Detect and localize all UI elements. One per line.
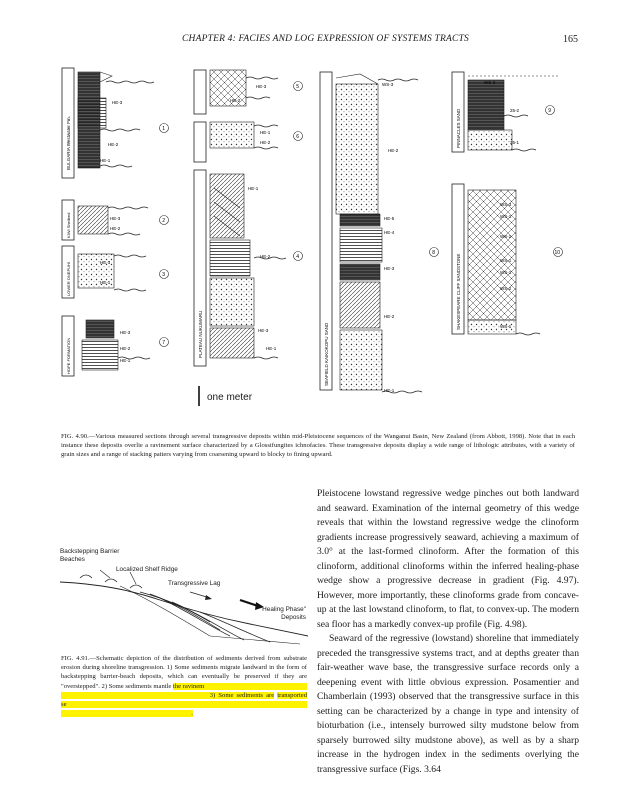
svg-text:2: 2 [162,218,166,224]
svg-text:HOPE FORMATION: HOPE FORMATION [66,337,71,374]
svg-text:HE-3: HE-3 [100,260,111,265]
svg-text:25-2: 25-2 [510,108,520,113]
svg-text:WS-2: WS-2 [500,286,512,291]
svg-text:HE-2: HE-2 [384,314,395,319]
svg-text:HE-3: HE-3 [256,84,267,89]
svg-text:WS-2: WS-2 [500,234,512,239]
section-1 [62,68,169,178]
section-7 [62,316,169,376]
highlighted-text-b: 3) Some sediments are [61,692,274,699]
svg-text:HE-5: HE-5 [384,216,395,221]
section-5 [194,70,303,114]
label-barrier-beaches: Backstepping Barrier Beaches [60,548,120,563]
highlighted-text-a: the ravinem [173,683,307,690]
svg-text:SHAKESPEARE CLIFF SANDSTON: SHAKESPEARE CLIFF SANDSTONE [456,253,461,330]
svg-text:4: 4 [296,254,300,260]
svg-text:WS-1: WS-1 [500,324,512,329]
svg-text:HE-1: HE-1 [100,158,111,163]
highlighted-text-c: transported se [61,691,307,709]
svg-text:PINNACLES SAND: PINNACLES SAND [456,108,461,148]
running-header: CHAPTER 4: FACIES AND LOG EXPRESSION OF SYSTEMS TRACTS [182,34,470,44]
svg-text:1: 1 [162,126,166,132]
svg-text:6: 6 [296,134,300,140]
svg-text:WS-1: WS-1 [500,270,512,275]
svg-text:WS-3: WS-3 [382,82,394,87]
svg-text:HE-3: HE-3 [112,100,123,105]
svg-text:HE-2: HE-2 [110,226,121,231]
caption-text: Schematic depiction of the distribution of sediments derived from substrate erosion during shoreline transgression. 1) Some sediments migrate landward in the form of backstepping barrier-beach deposits, which can eventually be preserved if they are "overstepped". 2) Some sediments mantle [61,655,308,690]
svg-text:25-1: 25-1 [510,140,520,145]
body-text [317,487,579,777]
page-number: 165 [563,34,578,45]
figure-4-90-caption [61,432,575,460]
svg-text:HE-2: HE-2 [120,346,131,351]
svg-text:HE-1: HE-1 [248,186,259,191]
section-8 [320,72,439,393]
svg-text:10: 10 [554,250,561,256]
label-transgressive-lag: Transgressive Lag [168,580,221,587]
svg-text:WS-1: WS-1 [500,258,512,263]
svg-text:HE-2: HE-2 [260,140,271,145]
caption-text: Various measured sections through several transgressive deposits within mid-Pleistocene sequences of the Wanganui Basin, New Zealand (from Abbott, 1998). Note that in each instance these deposits overlie a ravinement surface characterized by a Glossifungites ichnofacies. These transgressive deposits display a wide range of lithologic attributes, with a variety of grain sizes and a range of stacking patters varying from coarsening upward to blocky to fining upward. [61,433,576,459]
svg-text:HE-3: HE-3 [110,216,121,221]
highlighted-text-d: . [61,710,193,718]
svg-text:LOWER ONEPUHI: LOWER ONEPUHI [66,261,71,296]
svg-text:5: 5 [296,84,300,90]
caption-lead: FIG. 4.90.— [61,433,96,440]
svg-text:8: 8 [432,250,436,256]
svg-text:HE-3: HE-3 [120,330,131,335]
svg-text:9: 9 [548,108,552,114]
paragraph-2: Seaward of the regressive (lowstand) shoreline that immediately preceded the transgressive systems tract, and at depths greater than fair-weather wave base, the transgressive surface records only a deepening event with little obvious expression. Posamentier and Chamberlain (1993) observed that the transgressive surface in this setting can be characterized by a change in type and intensity of bioturbation (i.e., intensely burrowed silty mudstone below from sparsely burrowed silty mudstone above), as well as by a sharp increase in the hydrogen index in the sediments overlying the transgressive surface (Figs. 3.64 [317,633,579,775]
label-shelf-ridge: Localized Shelf Ridge [116,566,178,573]
svg-text:SEAFIELD KAIKOKOPU: SEAFIELD KAIKOKOPU SAND [324,322,329,386]
svg-text:HE-1: HE-1 [266,346,277,351]
measured-sections-diagram [60,58,580,420]
svg-text:HE-1: HE-1 [384,388,395,393]
svg-text:WS-1: WS-1 [500,214,512,219]
svg-text:PLATEAU NUKUMARU: PLATEAU NUKUMARU [198,310,203,358]
paragraph-1: Pleistocene lowstand regressive wedge pinches out both landward and seaward. Examination of the internal geometry of this wedge reveals that within the lowstand regressive wedge the clinoform gradients increase progressively seaward, achieving a maximum of 3.0° at the last-formed clinoform. After the formation of this clinoform, additional clinoforms within the inferred healing-phase wedge show a progressive decrease in gradient (Fig. 4.97). However, more importantly, these clinoforms grade from concave-up at the last lowstand clinoform, to flat, to convex-up. The modern sea floor has a markedly convex-up profile (Fig. 4.98). [317,488,579,630]
svg-text:HE-1: HE-1 [120,358,131,363]
svg-text:7: 7 [162,340,166,346]
section-9 [452,72,560,152]
section-10 [452,184,563,335]
svg-text:HE-2: HE-2 [108,142,119,147]
caption-lead: FIG. 4.91.— [61,655,97,662]
svg-text:HE-1: HE-1 [100,280,111,285]
figure-4-90 [60,58,580,420]
svg-text:WS-3: WS-3 [500,202,512,207]
svg-text:HE-2: HE-2 [230,98,241,103]
section-3 [62,246,169,298]
svg-text:WS-3: WS-3 [484,80,496,85]
label-healing-phase: "Healing Phase" Deposits [259,606,306,621]
scale-label: one meter [207,392,253,403]
svg-text:BULGARIA Westwater Fm.: BULGARIA Westwater Fm. [66,116,71,170]
section-6 [194,122,303,162]
svg-text:3: 3 [162,272,166,278]
svg-text:HE-4: HE-4 [384,230,395,235]
figure-4-91 [60,540,308,650]
svg-text:HE-2: HE-2 [388,148,399,153]
section-2 [62,200,169,240]
svg-text:HE-1: HE-1 [260,130,271,135]
svg-text:HE-3: HE-3 [384,266,395,271]
svg-text:KIWI Shellbed: KIWI Shellbed [66,212,71,238]
svg-text:HE-2: HE-2 [260,254,271,259]
section-4 [194,170,303,406]
svg-text:HE-3: HE-3 [258,328,269,333]
figure-4-91-caption [61,654,307,718]
